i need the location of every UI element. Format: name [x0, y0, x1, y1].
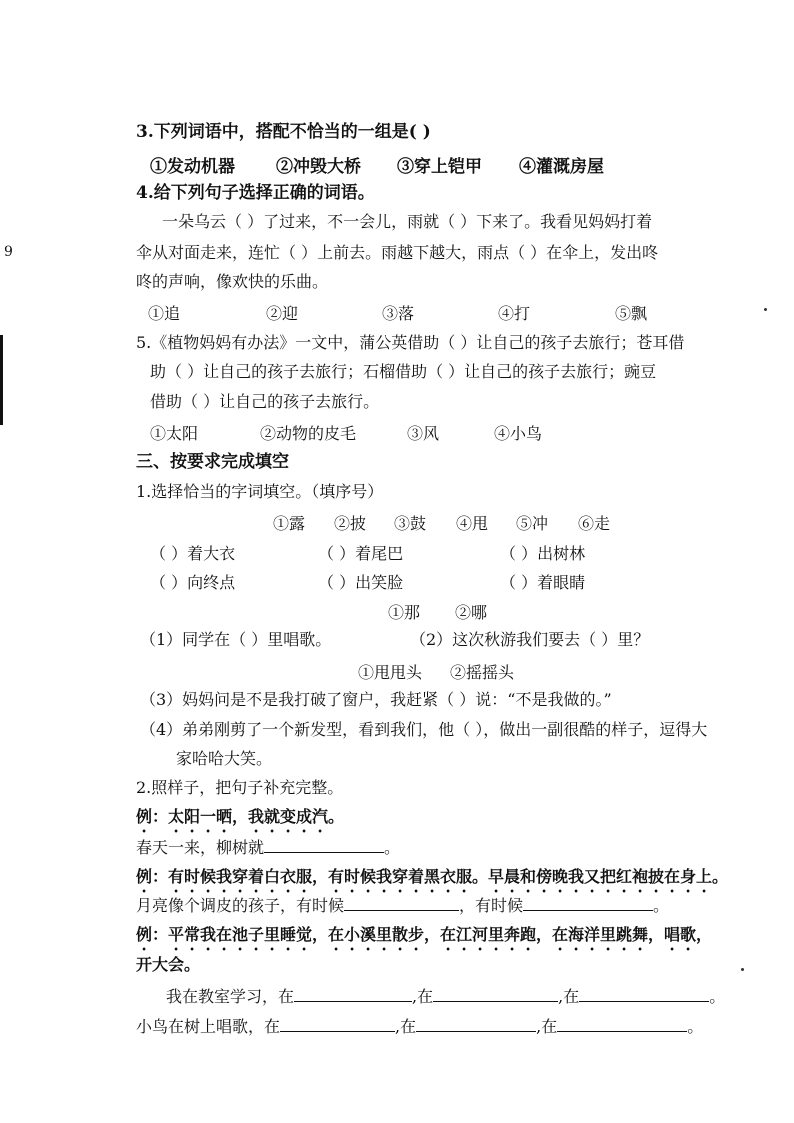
fill-sep: ,在: [558, 987, 580, 1006]
fill-end: 。: [709, 987, 726, 1006]
q5-option: ③风: [407, 424, 440, 443]
fill-item: （ ）出树林: [500, 544, 586, 563]
margin-page-mark: 9: [4, 244, 13, 260]
fill-item: （ ）着眼睛: [500, 573, 586, 592]
choice-option: ②摇摇头: [450, 663, 515, 682]
fill-item: （ ）向终点: [150, 573, 236, 592]
sentence-4: （4）弟弟刚剪了一个新发型，看到我们，他（ ），做出一副很酷的样子，逗得大: [140, 720, 708, 739]
fill-prefix: 月亮像个调皮的孩子，有时候: [136, 896, 345, 915]
example-3: 例：平常我在池子里睡觉，在小溪里散步，在江河里奔跑，在海洋里跳舞，唱歌，: [136, 925, 713, 944]
fill-end: 。: [653, 896, 670, 915]
char-option: ②披: [334, 514, 367, 533]
q5-option: ①太阳: [150, 424, 199, 443]
char-option: ⑥走: [578, 514, 611, 533]
q3-title: 3.下列词语中，搭配不恰当的一组是( ): [136, 122, 431, 142]
fill-prefix: 我在教室学习，在: [166, 987, 295, 1006]
answer-blank[interactable]: [344, 894, 459, 911]
fill-item: （ ）着大衣: [150, 544, 236, 563]
q2-title: 2.照样子，把句子补充完整。: [136, 778, 344, 797]
fill-sep: ,在: [395, 1017, 417, 1036]
q5-option: ②动物的皮毛: [260, 424, 357, 443]
fill-item: （ ）着尾巴: [318, 544, 404, 563]
fill-end: 。: [687, 1017, 704, 1036]
sentence-3: （3）妈妈问是不是我打破了窗户，我赶紧（ ）说：“不是我做的。”: [140, 690, 612, 709]
fill-item: （ ）出笑脸: [318, 573, 404, 592]
choice-option: ①那: [388, 603, 421, 622]
sentence-4-cont: 家哈哈大笑。: [176, 749, 273, 768]
q4-passage-line: 伞从对面走来，连忙（ ）上前去。雨越下越大，雨点（ ）在伞上，发出咚: [136, 243, 659, 262]
q3-option: ①发动机器: [150, 157, 235, 177]
scan-edge-mark: [0, 335, 3, 425]
q3-option: ④灌溉房屋: [519, 157, 604, 177]
q3-option: ③穿上铠甲: [397, 157, 482, 177]
q4-option: ③落: [382, 304, 415, 323]
fill-line-4: [136, 1015, 703, 1038]
scan-speck: [741, 968, 744, 971]
answer-blank[interactable]: [523, 894, 653, 911]
answer-blank[interactable]: [294, 985, 412, 1002]
fill-sep: ,在: [536, 1017, 558, 1036]
q4-option: ②迎: [266, 304, 299, 323]
fill-line-1: [136, 836, 400, 859]
answer-blank[interactable]: [416, 1015, 536, 1032]
fill-prefix: 春天一来，柳树就: [136, 838, 265, 857]
sentence-2: （2）这次秋游我们要去（ ）里？: [410, 630, 650, 649]
choice-option: ②哪: [455, 603, 488, 622]
fill-sep: ,在: [412, 987, 434, 1006]
q4-option: ⑤飘: [615, 304, 648, 323]
q4-passage-line: 一朵乌云（ ）了过来，不一会儿，雨就（ ）下来了。我看见妈妈打着: [162, 212, 653, 231]
answer-blank[interactable]: [433, 985, 558, 1002]
q5-line: 助（ ）让自己的孩子去旅行；石榴借助（ ）让自己的孩子去旅行；豌豆: [150, 362, 657, 381]
q4-option: ④打: [498, 304, 531, 323]
fill-line-2: [136, 894, 669, 917]
example-3-cont: 开大会。: [136, 955, 201, 974]
q5-option: ④小鸟: [494, 424, 543, 443]
example-2: 例：有时候我穿着白衣服，有时候我穿着黑衣服。早晨和傍晚我又把红袍披在身上。: [136, 867, 729, 886]
example-1: 例：太阳一晒，我就变成汽。: [136, 807, 345, 826]
q4-title: 4.给下列句子选择正确的词语。: [136, 183, 375, 203]
answer-blank[interactable]: [264, 836, 384, 853]
section-heading: 三、按要求完成填空: [136, 452, 289, 472]
q4-passage-line: 咚的声响，像欢快的乐曲。: [136, 272, 329, 291]
answer-blank[interactable]: [579, 985, 709, 1002]
fill-end: 。: [384, 838, 401, 857]
answer-blank[interactable]: [557, 1015, 687, 1032]
char-option: ③鼓: [394, 514, 427, 533]
q1-title: 1.选择恰当的字词填空。（填序号）: [136, 482, 384, 501]
answer-blank[interactable]: [280, 1015, 395, 1032]
fill-prefix: 小鸟在树上唱歌，在: [136, 1017, 281, 1036]
q3-option: ②冲毁大桥: [276, 157, 361, 177]
fill-line-3: [166, 985, 725, 1008]
choice-option: ①甩甩头: [358, 663, 423, 682]
q4-option: ①追: [148, 304, 181, 323]
fill-mid: ，有时候: [459, 896, 524, 915]
char-option: ⑤冲: [516, 514, 549, 533]
char-option: ④甩: [456, 514, 489, 533]
char-option: ①露: [273, 514, 306, 533]
scan-speck: [764, 308, 767, 311]
q5-line: 借助（ ）让自己的孩子去旅行。: [150, 392, 380, 411]
q5-line: 5.《植物妈妈有办法》一文中，蒲公英借助（ ）让自己的孩子去旅行；苍耳借: [136, 333, 685, 352]
sentence-1: （1）同学在（ ）里唱歌。: [140, 630, 332, 649]
